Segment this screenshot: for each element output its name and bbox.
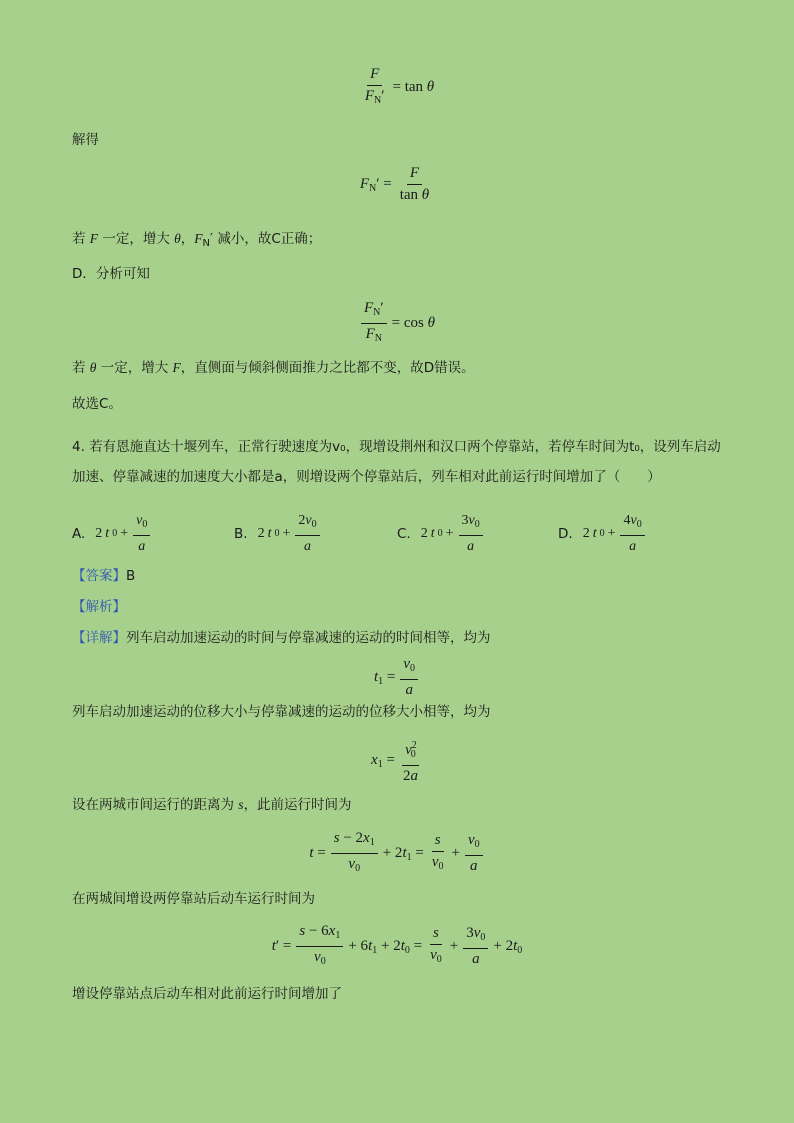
option-letter: A. — [72, 525, 86, 542]
equation-fn-prime: $F_N'$ = $\frac{F}{\text{tan θ}}$ — [359, 165, 430, 203]
text-d-analysis: 若 θ 一定，增大 F，直侧面与倾斜侧面推力之比都不变，故D错误。 — [72, 360, 475, 376]
detail-label: 【详解】 — [72, 630, 126, 646]
detail-line-2: 列车启动加速运动的位移大小与停靠减速的运动的位移大小相等，均为 — [72, 704, 491, 720]
detail-line-4: 在两城间增设两停靠站后动车运行时间为 — [72, 891, 315, 907]
answer-value: B — [126, 568, 136, 584]
detail-line-3: 设在两城市间运行的距离为 s，此前运行时间为 — [72, 797, 352, 813]
equation-t1: $t_1$ = $\frac{v_0}{a}$ — [0, 656, 794, 699]
option-letter: D. — [558, 525, 573, 542]
option-d: D. 2 t 0 + $\frac{4v_0}{a}$ — [558, 512, 647, 555]
option-letter: C. — [397, 525, 411, 542]
text-jiede: 解得 — [72, 132, 99, 148]
equation-t: t = $\frac{s - 2x_1}{v_0}$ + $2t_1$ = $\frac{s}{v_0}$ + $\frac{v_0}{a}$ — [0, 830, 794, 877]
analysis-label: 【解析】 — [72, 599, 126, 615]
equation-t-prime: t′ = $\frac{s - 6x_1}{v_0}$ + $6t_1 + 2t_0$ = $\frac{s}{v_0}$ + $\frac{3v_0}{a}$ + $2t_0$ — [271, 923, 523, 967]
equation-f-over-fn: $\frac{F}{F_N'}$ = tan θ — [364, 66, 435, 106]
option-letter: B. — [234, 525, 248, 542]
text-c-conclusion: ，故C正确； — [244, 231, 322, 247]
text-choose: 故选C。 — [72, 396, 122, 412]
text-c-analysis: 若 F 一定，增大 θ，$F_N'$ 减小，故C正确； — [72, 231, 322, 249]
detail-line-1: 【详解】列车启动加速运动的时间与停靠减速的运动的时间相等，均为 — [72, 630, 491, 646]
question-text: 若有恩施直达十堰列车，正常行驶速度为v₀，现增设荆州和汉口两个停靠站，若停车时间为t₀，设列车启动加速、停靠减速的加速度大小都是a，则增设两个停靠站后，列车相对此前运行时间增加了（ ） — [72, 439, 721, 485]
option-b: B. 2 t 0 + $\frac{2v_0}{a}$ — [234, 512, 322, 555]
equation-x1: $x_1$ = $\frac{v^2_0}{2a}$ — [0, 737, 794, 785]
text-d-conclusion: 直侧面与倾斜侧面推力之比都不变，故D错误。 — [194, 360, 475, 376]
detail-line-5: 增设停靠站点后动车相对此前运行时间增加了 — [72, 986, 342, 1002]
answer-line — [72, 566, 135, 586]
question-number: 4. — [72, 439, 85, 455]
text-d-intro: D．分析可知 — [72, 266, 150, 282]
option-a: A. 2 t 0 + $\frac{v_0}{a}$ — [72, 512, 152, 555]
answer-label: 【答案】 — [72, 568, 126, 584]
option-c: C. 2 t 0 + $\frac{3v_0}{a}$ — [397, 512, 485, 555]
question-4 — [72, 432, 722, 492]
equation-cos-theta: $\frac{F_N'}{F_N}$ = cos θ — [0, 300, 794, 347]
